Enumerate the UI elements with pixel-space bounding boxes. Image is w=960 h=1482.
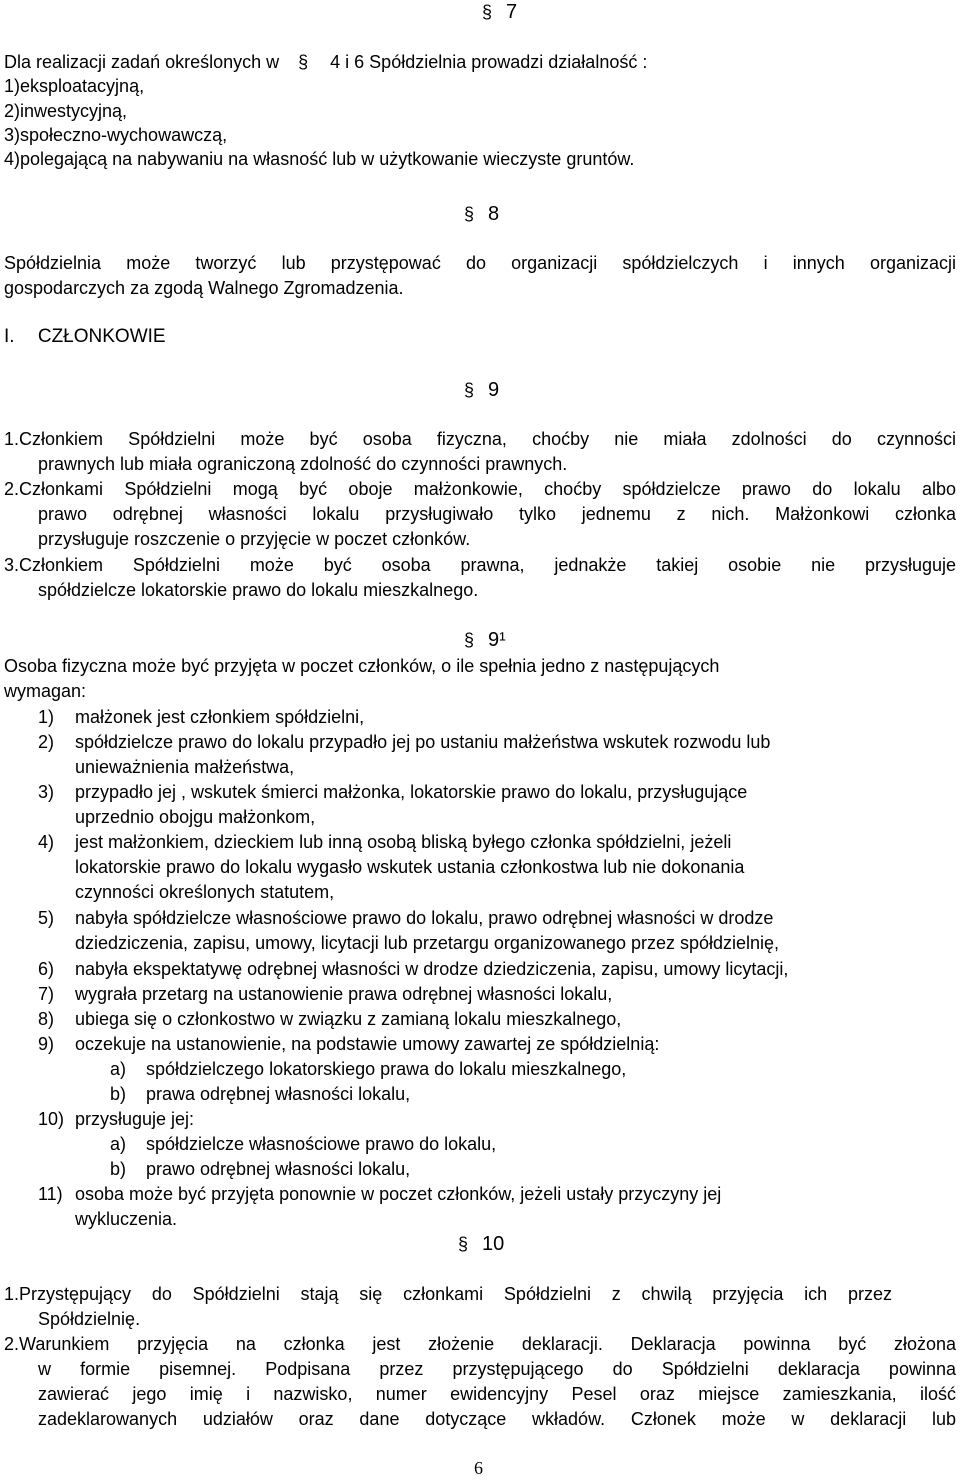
section-number: 9¹: [488, 629, 506, 651]
p9a-item-7-text: wygrała przetarg na ustanowienie prawa odrębnej własności lokalu,: [75, 984, 613, 1004]
p10-item-2-line-1: 2.Warunkiem przyjęcia na członka jest złożenie deklaracji. Deklaracja powinna być złożona: [4, 1334, 956, 1354]
p9a-item-2-text: unieważnienia małżeństwa,: [75, 757, 295, 777]
p9a-item-10-sub-b-label: b): [110, 1159, 127, 1179]
p7-item-4: 4)polegającą na nabywaniu na własność lub w użytkowanie wieczyste gruntów.: [4, 149, 635, 169]
p9a-item-5-text: nabyła spółdzielcze własnościowe prawo do lokalu, prawo odrębnej własności w drodze: [75, 908, 774, 928]
p9a-item-10-sub-a-label: a): [110, 1134, 127, 1154]
p8-line-1: Spółdzielnia może tworzyć lub przystępować do organizacji spółdzielczych i innych organizacji: [4, 253, 956, 273]
p9a-item-4-number: 4): [38, 832, 55, 852]
p9-item-1-line-1: 1.Członkiem Spółdzielni może być osoba fizyczna, choćby nie miała zdolności do czynności: [4, 429, 956, 449]
p9a-item-8-number: 8): [38, 1009, 55, 1029]
p9a-intro-line-1: Osoba fizyczna może być przyjęta w poczet członków, o ile spełnia jedno z następujących: [4, 656, 720, 676]
p7-item-2: 2)inwestycyjną,: [4, 101, 128, 121]
p9a-item-10-sub-b: prawo odrębnej własności lokalu,: [146, 1159, 411, 1179]
p9-item-3-line-2: spółdzielcze lokatorskie prawo do lokalu mieszkalnego.: [38, 580, 479, 600]
p9a-item-9-sub-a: spółdzielczego lokatorskiego prawa do lokalu mieszkalnego,: [146, 1059, 627, 1079]
section-8-header: [464, 202, 499, 226]
section-number: 8: [488, 203, 500, 225]
p9a-item-10-text: przysługuje jej:: [75, 1109, 195, 1129]
section-symbol: §: [464, 630, 475, 650]
p10-item-2-line-4: zadeklarowanych udziałów oraz dane dotyczące wkładów. Członek może w deklaracji lub: [38, 1409, 956, 1429]
p9-item-1-line-2: prawnych lub miała ograniczoną zdolność do czynności prawnych.: [38, 454, 568, 474]
section-symbol: §: [298, 52, 309, 72]
section-symbol: §: [482, 2, 493, 22]
p7-item-1: 1)eksploatacyjną,: [4, 76, 145, 96]
p9-item-2-line-2: prawo odrębnej własności lokalu przysługiwało tylko jednemu z nich. Małżonkowi członka: [38, 504, 956, 524]
p9-item-3-line-1: 3.Członkiem Spółdzielni może być osoba prawna, jednakże takiej osobie nie przysługuje: [4, 555, 956, 575]
page-number: 6: [474, 1458, 483, 1478]
p9a-item-8-text: ubiega się o członkostwo w związku z zamianą lokalu mieszkalnego,: [75, 1009, 622, 1029]
p9-item-2-line-3: przysługuje roszczenie o przyjęcie w poczet członków.: [38, 529, 471, 549]
section-number: 9: [488, 379, 500, 401]
p9a-item-11-text: osoba może być przyjęta ponownie w poczet członków, jeżeli ustały przyczyny jej: [75, 1184, 722, 1204]
p9a-item-7-number: 7): [38, 984, 55, 1004]
p9a-item-10-number: 10): [38, 1109, 65, 1129]
section-symbol: §: [458, 1234, 469, 1254]
p9a-item-5-text: dziedziczenia, zapisu, umowy, licytacji lub przetargu organizowanego przez spółdzielnię,: [75, 933, 780, 953]
chapter-title: CZŁONKOWIE: [37, 326, 166, 347]
p7-item-3: 3)społeczno-wychowawczą,: [4, 125, 228, 145]
p9a-intro-line-2: wymagan:: [4, 681, 87, 701]
p9a-item-11-number: 11): [38, 1184, 63, 1204]
p9a-item-9-sub-b: prawa odrębnej własności lokalu,: [146, 1084, 411, 1104]
p10-item-1-line-1: 1.Przystępujący do Spółdzielni stają się członkami Spółdzielni z chwilą przyjęcia ich przez: [4, 1284, 892, 1304]
p9a-item-3-text: przypadło jej , wskutek śmierci małżonka, lokatorskie prawo do lokalu, przysługujące: [75, 782, 748, 802]
p9a-item-5-number: 5): [38, 908, 55, 928]
p9a-item-4-text: czynności określonych statutem,: [75, 882, 335, 902]
p9a-item-9-number: 9): [38, 1034, 55, 1054]
section-number: 7: [506, 1, 518, 23]
section-10-header: [458, 1232, 504, 1256]
p9-item-2-line-1: 2.Członkami Spółdzielni mogą być oboje małżonkowie, choćby spółdzielcze prawo do lokalu albo: [4, 479, 956, 499]
p9a-item-9-text: oczekuje na ustanowienie, na podstawie umowy zawartej ze spółdzielnią:: [75, 1034, 660, 1054]
section-9-header: [464, 378, 499, 402]
section-number: 10: [482, 1233, 505, 1255]
p8-line-2: gospodarczych za zgodą Walnego Zgromadzenia.: [4, 278, 404, 298]
p10-item-2-line-3: zawierać jego imię i nazwisko, numer ewidencyjny Pesel oraz miejsce zamieszkania, ilość: [38, 1384, 956, 1404]
section-7-header: [482, 0, 517, 24]
p9a-item-10-sub-a: spółdzielcze własnościowe prawo do lokalu,: [146, 1134, 497, 1154]
p10-item-2-line-2: w formie pisemnej. Podpisana przez przystępującego do Spółdzielni deklaracja powinna: [38, 1359, 956, 1379]
p9a-item-6-text: nabyła ekspektatywę odrębnej własności w drodze dziedziczenia, zapisu, umowy licytacji,: [75, 959, 789, 979]
p9a-item-6-number: 6): [38, 959, 55, 979]
p9a-item-11-text: wykluczenia.: [75, 1209, 178, 1229]
section-symbol: §: [464, 204, 475, 224]
p9a-item-1-number: 1): [38, 707, 55, 727]
p9a-item-1-text: małżonek jest członkiem spółdzielni,: [75, 707, 365, 727]
p9a-item-4-text: jest małżonkiem, dzieckiem lub inną osobą bliską byłego członka spółdzielni, jeżeli: [75, 832, 732, 852]
p9a-item-9-sub-a-label: a): [110, 1059, 127, 1079]
p9a-item-3-number: 3): [38, 782, 55, 802]
p9a-item-4-text: lokatorskie prawo do lokalu wygasło wskutek ustania członkostwa lub nie dokonania: [75, 857, 745, 877]
p9a-item-9-sub-b-label: b): [110, 1084, 127, 1104]
chapter-heading: [4, 325, 166, 349]
p9a-item-2-text: spółdzielcze prawo do lokalu przypadło jej po ustaniu małżeństwa wskutek rozwodu lub: [75, 732, 771, 752]
p9a-item-2-number: 2): [38, 732, 55, 752]
p10-item-1-line-2: Spółdzielnię.: [38, 1309, 141, 1329]
section-symbol: §: [464, 380, 475, 400]
p9a-item-3-text: uprzednio obojgu małżonkom,: [75, 807, 316, 827]
chapter-roman: I.: [4, 326, 15, 347]
p7-intro: Dla realizacji zadań określonych w § 4 i 6 Spółdzielnia prowadzi działalność :: [4, 52, 648, 72]
section-9-1-header: [464, 628, 506, 652]
